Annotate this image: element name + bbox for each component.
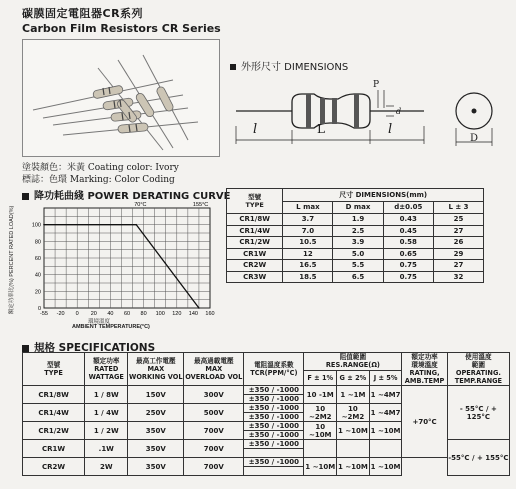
spec-cell-wv: 150V: [128, 386, 184, 404]
spec-cell-f: [304, 440, 337, 458]
dim-col-dmax: D max: [333, 201, 383, 214]
dim-table-row: [227, 248, 484, 260]
dim-cell-value: 0.65: [383, 248, 433, 260]
dim-table-row: [227, 225, 484, 237]
spec-cell-watt: 1 / 2W: [85, 422, 128, 440]
dim-cell-value: 32: [434, 271, 484, 283]
dim-col-l3: L ± 3: [434, 201, 484, 214]
spec-cell-tcr: [244, 449, 304, 458]
dim-label-l-left: l: [253, 122, 258, 137]
coating-color: 塗裝顏色：米黃 Coating color: Ivory: [22, 163, 179, 173]
spec-cell-j: [369, 440, 402, 458]
x-tick-label: 60: [123, 311, 131, 317]
spec-cell-op: -55°C / + 155°C: [447, 440, 509, 476]
spec-cell-wv: 350V: [128, 422, 184, 440]
dim-col-d: d±0.05: [383, 201, 433, 214]
spec-col-rating: 額定功率 環境溫度 RATING, AMB.TEMP: [402, 353, 447, 386]
title-en: Carbon Film Resistors CR Series: [22, 22, 221, 35]
dimensions-title: [230, 58, 348, 73]
spec-cell-tcr: ±350 / -1000: [244, 440, 304, 449]
dim-table-row: [227, 237, 484, 249]
annotation-70c: 70°C: [134, 202, 147, 208]
spec-col-j: J ± 5%: [369, 370, 402, 385]
dim-label-d: d: [396, 107, 402, 116]
y-tick-label: 0: [37, 306, 41, 312]
curve-point: [135, 224, 137, 226]
x-tick-label: 80: [140, 311, 147, 317]
derating-title-text: 降功耗曲綫 POWER DERATING CURVE: [34, 191, 231, 202]
spec-col-f: F ± 1%: [304, 370, 337, 385]
spec-table-row: [23, 386, 510, 395]
dim-label-l-right: l: [388, 122, 393, 137]
dimension-drawing: [228, 76, 510, 156]
spec-cell-wv: 250V: [128, 404, 184, 422]
spec-cell-wv: 350V: [128, 458, 184, 476]
spec-cell-tcr: ±350 / -1000: [244, 458, 304, 467]
bullet-square-icon: [22, 345, 29, 352]
spec-col-ov: 最高過載電壓 MAX OVERLOAD VOL: [184, 353, 244, 386]
spec-cell-tcr: ±350 / -1000: [244, 386, 304, 395]
dim-col-group: 尺寸 DIMENSIONS(mm): [283, 189, 484, 202]
dim-label-P: P: [373, 80, 380, 90]
y-tick-label: 100: [31, 222, 41, 229]
spec-cell-op: - 55°C / + 125°C: [447, 386, 509, 440]
dim-cell-type: CR2W: [227, 260, 283, 272]
dim-cell-value: 5.5: [333, 260, 383, 272]
spec-col-wv: 最高工作電壓 MAX WORKING VOL: [128, 353, 184, 386]
spec-cell-watt: .1W: [85, 440, 128, 458]
x-tick-label: -20: [56, 311, 65, 317]
dim-cell-value: 18.5: [283, 271, 333, 283]
derating-xlabel-cn: 環境溫度: [88, 319, 111, 325]
derating-ylabel: [5, 200, 17, 322]
dim-cell-value: 0.45: [383, 225, 433, 237]
dim-label-D: D: [470, 133, 479, 144]
specs-title-text: 規格 SPECIFICATIONS: [34, 342, 156, 354]
dim-label-L: L: [317, 122, 325, 136]
x-tick-label: 140: [188, 311, 198, 317]
spec-table-row: [23, 458, 510, 467]
spec-cell-j: 1 ~4M7: [369, 386, 402, 404]
dim-cell-type: CR3W: [227, 271, 283, 283]
dim-col-type: 型號 TYPE: [227, 189, 283, 214]
spec-cell-tcr: ±350 / -1000: [244, 404, 304, 413]
spec-cell-tcr: ±350 / -1000: [244, 395, 304, 404]
x-tick-label: 160: [205, 311, 215, 317]
dim-cell-value: 7.0: [283, 225, 333, 237]
dim-cell-value: 2.5: [333, 225, 383, 237]
dim-cell-type: CR1/4W: [227, 225, 283, 237]
x-tick-label: -55: [40, 311, 48, 317]
dimensions-table: [226, 188, 484, 283]
curve-point: [43, 224, 45, 226]
dim-cell-value: 16.5: [283, 260, 333, 272]
spec-cell-ov: 500V: [184, 404, 244, 422]
dim-cell-value: 29: [434, 248, 484, 260]
spec-cell-type: CR1W: [23, 440, 85, 458]
spec-cell-ov: 700V: [184, 422, 244, 440]
y-tick-label: 80: [34, 239, 41, 246]
dim-cell-value: 0.43: [383, 214, 433, 226]
dim-cell-value: 27: [434, 225, 484, 237]
derating-chart: [20, 198, 220, 338]
dim-cell-value: 0.75: [383, 271, 433, 283]
x-tick-label: 0: [75, 311, 79, 317]
y-tick-label: 40: [34, 272, 41, 279]
y-tick-label: 20: [34, 289, 41, 296]
spec-cell-g: [337, 440, 370, 458]
x-tick-label: 40: [107, 311, 114, 317]
spec-cell-watt: 1 / 4W: [85, 404, 128, 422]
spec-cell-tcr: ±350 / -1000: [244, 431, 304, 440]
dim-col-lmax: L max: [283, 201, 333, 214]
spec-cell-type: CR1/2W: [23, 422, 85, 440]
curve-point: [198, 307, 200, 309]
spec-cell-ov: 700V: [184, 440, 244, 458]
spec-cell-f: 10 -1M: [304, 386, 337, 404]
annotation-155c: 155°C: [192, 202, 209, 208]
title-cn: 碳膜固定電阻器CR系列: [22, 7, 144, 20]
dim-cell-value: 26: [434, 237, 484, 249]
marking-line: 標誌：色環 Marking: Color Coding: [22, 175, 175, 185]
dim-cell-value: 10.5: [283, 237, 333, 249]
spec-col-res: 阻值範圍 RES.RANGE(Ω): [304, 353, 402, 371]
spec-col-watt: 額定功率 RATED WATTAGE: [85, 353, 128, 386]
spec-cell-j: 1 ~10M: [369, 458, 402, 476]
spec-cell-j: 1 ~4M7: [369, 404, 402, 422]
bullet-square-icon: [230, 64, 236, 70]
spec-cell-rating: +70°C: [402, 386, 447, 458]
dim-cell-value: 12: [283, 248, 333, 260]
spec-cell-tcr: ±350 / -1000: [244, 413, 304, 422]
dim-cell-value: 6.5: [333, 271, 383, 283]
x-tick-label: 120: [172, 311, 182, 317]
spec-cell-wv: 350V: [128, 440, 184, 458]
dim-cell-type: CR1/2W: [227, 237, 283, 249]
resistor-photo-illustration: [23, 40, 219, 156]
spec-cell-j: 1 ~10M: [369, 422, 402, 440]
x-tick-label: 100: [155, 311, 165, 317]
spec-cell-tcr: ±350 / -1000: [244, 422, 304, 431]
derating-ylabel-text: 額定功率比(%) PERCENT RATED LOAD(%): [9, 205, 15, 315]
specs-table: [22, 352, 510, 476]
x-tick-label: 20: [90, 311, 97, 317]
dim-cell-value: 3.7: [283, 214, 333, 226]
spec-cell-tcr: [244, 467, 304, 476]
dim-cell-value: 1.9: [333, 214, 383, 226]
spec-col-tcr: 電阻溫度系數 TCR(PPM/°C): [244, 353, 304, 386]
spec-cell-g: 10 ~2M2: [337, 404, 370, 422]
spec-cell-watt: 2W: [85, 458, 128, 476]
spec-cell-f: 1 ~10M: [304, 458, 337, 476]
dimensions-title-text: 外形尺寸 DIMENSIONS: [241, 62, 349, 73]
dim-table-row: [227, 260, 484, 272]
dim-table-row: [227, 271, 484, 283]
derating-xlabel-en: AMBIENT TEMPERATURE(°C): [72, 324, 150, 330]
dim-cell-type: CR1/8W: [227, 214, 283, 226]
spec-cell-f: 10 ~10M: [304, 422, 337, 440]
spec-cell-g: 1 ~10M: [337, 458, 370, 476]
spec-cell-ov: 300V: [184, 386, 244, 404]
spec-cell-g: 1 ~1M: [337, 386, 370, 404]
spec-cell-type: CR1/4W: [23, 404, 85, 422]
dim-cell-value: 0.75: [383, 260, 433, 272]
dim-cell-value: 5.0: [333, 248, 383, 260]
dim-cell-value: 3.9: [333, 237, 383, 249]
spec-cell-watt: 1 / 8W: [85, 386, 128, 404]
spec-cell-g: 1 ~10M: [337, 422, 370, 440]
spec-col-op: 使用溫度 範圍 OPERATING. TEMP.RANGE: [447, 353, 509, 386]
dim-cell-value: 25: [434, 214, 484, 226]
spec-cell-f: 10 ~2M2: [304, 404, 337, 422]
y-tick-label: 60: [34, 256, 41, 262]
dim-table-row: [227, 214, 484, 226]
dim-cell-value: 0.58: [383, 237, 433, 249]
product-photo: [22, 39, 220, 157]
dim-cell-type: CR1W: [227, 248, 283, 260]
spec-cell-type: CR1/8W: [23, 386, 85, 404]
dim-cell-value: 27: [434, 260, 484, 272]
spec-cell-type: CR2W: [23, 458, 85, 476]
spec-col-type: 型號 TYPE: [23, 353, 85, 386]
spec-col-g: G ± 2%: [337, 370, 370, 385]
spec-cell-ov: 700V: [184, 458, 244, 476]
